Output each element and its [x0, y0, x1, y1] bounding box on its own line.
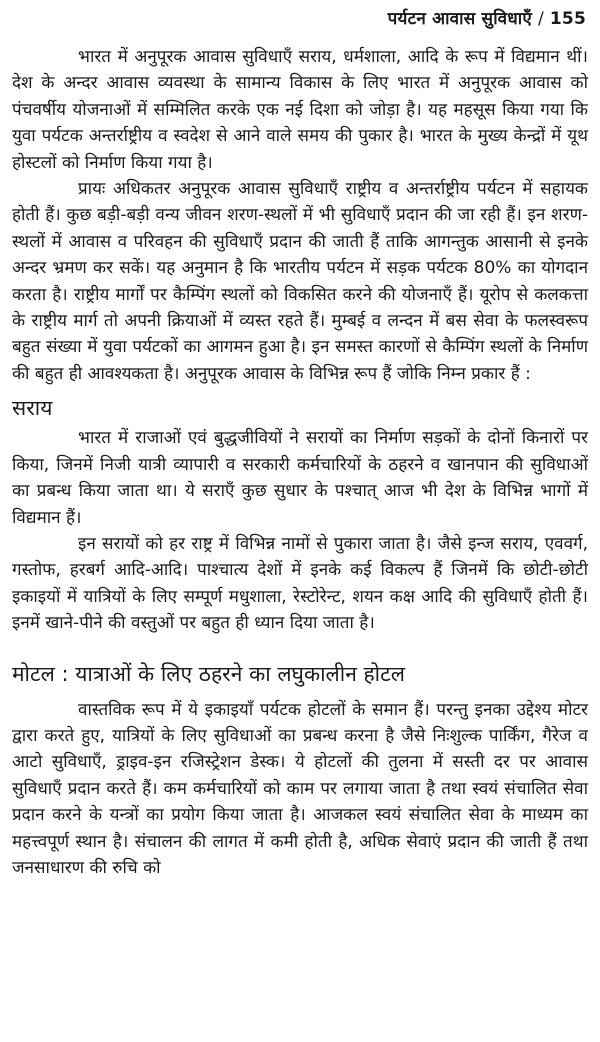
paragraph-sarai-names: इन सरायों को हर राष्ट्र में विभिन्न नामों से पुकारा जाता है। जैसे इन्ज सराय, एववर्ग, गस्तोफ, हरबर्ग आदि-आदि। पाश्चात्य देशों में इनके कई विकल्प हैं जिनमें कि छोटी-छोटी इकाइयों में यात्रियों के लिए सम्पूर्ण मधुशाला, रेस्टोरेन्ट, शयन कक्ष आदि की सुविधाएँ होती हैं। इनमें खाने-पीने की वस्तुओं पर बहुत ही ध्यान दिया जाता है।	[12, 533, 588, 634]
page-body	[12, 44, 588, 881]
paragraph-sarai-history: भारत में राजाओं एवं बुद्धजीवियों ने सरायों का निर्माण सड़कों के दोनों किनारों पर किया, जिनमें निजी यात्री व्यापारी व सरकारी कर्मचारियों के ठहरने व खानपान की सुविधाओं का प्रबन्ध किया जाता था। ये सराएँ कुछ सुधार के पश्चात् आज भी देश के विभिन्न भागों में विद्यमान हैं।	[12, 428, 588, 528]
paragraph-motel-description: वास्तविक रूप में ये इकाइयाँ पर्यटक होटलों के समान हैं। परन्तु इनका उद्देश्य मोटर द्वारा करते हुए, यात्रियों के लिए सुविधाओं का प्रबन्ध करना है जैसे निःशुल्क पार्किंग, गैरेज व आटो सुविधाएँ, ड्राइव-इन रजिस्ट्रेशन डेस्क। ये होटलों की तुलना में सस्ती दर पर आवास सुविधाएँ प्रदान करते हैं। कम कर्मचारियों को काम पर लगाया जाता है तथा स्वयं संचालित सेवा प्रदान करने के यन्त्रों का प्रयोग किया जाता है। आजकल स्वयं संचालित सेवा के माध्यम का महत्त्वपूर्ण स्थान है। संचालन की लागत में कमी होती है, अधिक सेवाएं प्रदान की जाती हैं तथा जनसाधारण की रुचि को	[12, 699, 588, 878]
page-number: 155	[549, 9, 586, 29]
running-title: पर्यटन आवास सुविधाएँ	[387, 9, 532, 29]
section-heading-sarai: सराय	[12, 396, 53, 421]
header-separator: /	[537, 9, 544, 29]
paragraph-camping-sites: प्रायः अधिकतर अनुपूरक आवास सुविधाएँ राष्ट्रीय व अन्तर्राष्ट्रीय पर्यटन में सहायक होती हैं। कुछ बड़ी-बड़ी वन्य जीवन शरण-स्थलों में भी सुविधाएँ प्रदान की जा रही हैं। इन शरण-स्थलों में आवास व परिवहन की सुविधाएँ प्रदान की जाती हैं ताकि आगन्तुक आसानी से इनके अन्दर भ्रमण कर सकें। यह अनुमान है कि भारतीय पर्यटन में सड़क पर्यटक 80% का योगदान करता है। राष्ट्रीय मार्गों पर कैम्पिंग स्थलों को विकसित करने की योजनाएँ हैं। यूरोप से कलकत्ता के राष्ट्रीय मार्ग तो अपनी क्रियाओं में व्यस्त रहते हैं। मुम्बई व लन्दन में बस सेवा के फलस्वरूप बहुत संख्या में युवा पर्यटकों का आगमन हुआ है। इन समस्त कारणों से कैम्पिंग स्थलों के निर्माण की बहुत ही आवश्यकता है। अनुपूरक आवास के विभिन्न रूप हैं जोकि निम्न प्रकार हैं :	[12, 179, 588, 384]
paragraph-supplementary-accommodation-intro: भारत में अनुपूरक आवास सुविधाएँ सराय, धर्मशाला, आदि के रूप में विद्यमान थीं। देश के अन्दर आवास व्यवस्था के सामान्य विकास के लिए भारत में अनुपूरक आवास को पंचवर्षीय योजनाओं में सम्मिलित करके एक नई दिशा को जोड़ा है। यह महसूस किया गया कि युवा पर्यटक अन्तर्राष्ट्रीय व स्वदेश से आने वाले समय की पुकार है। भारत के मुख्य केन्द्रों में यूथ होस्टलों को निर्माण किया गया है।	[12, 47, 588, 173]
running-header	[388, 6, 586, 29]
section-heading-motel: मोटल : यात्राओं के लिए ठहरने का लघुकालीन होटल	[12, 661, 405, 686]
